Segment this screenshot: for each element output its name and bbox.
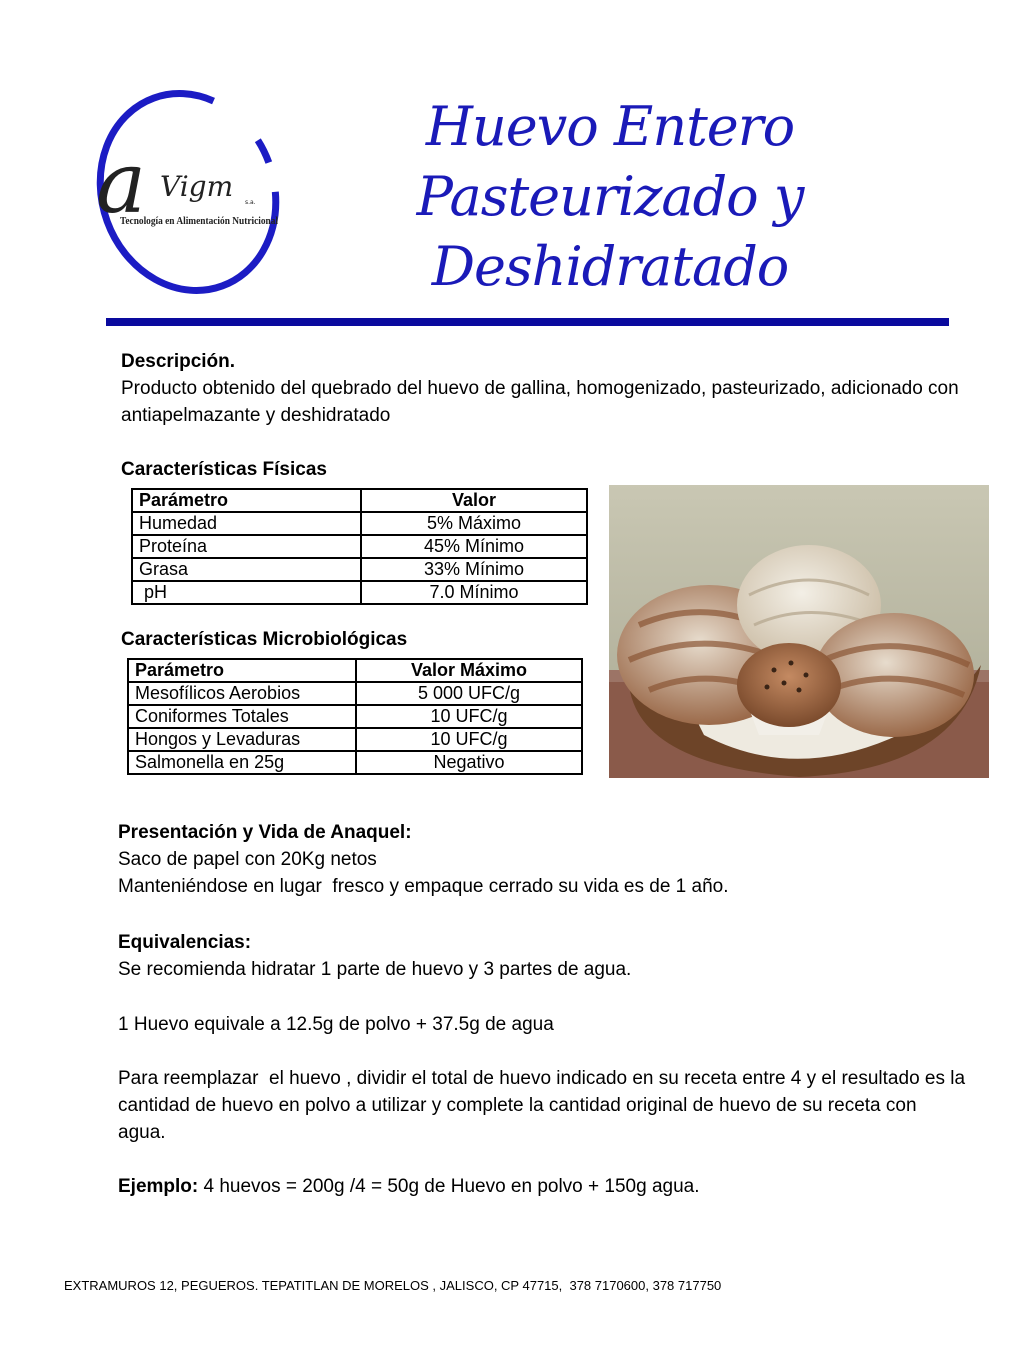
bread-basket-photo xyxy=(609,485,989,778)
title-line-1: Huevo Entero xyxy=(425,95,795,158)
description-section xyxy=(121,348,981,429)
cell-value: 33% Mínimo xyxy=(361,558,587,581)
equivalences-heading: Equivalencias: xyxy=(118,932,252,953)
title-line-3: Deshidratado xyxy=(431,235,789,298)
physical-heading: Características Físicas xyxy=(121,459,327,480)
cell-value: 5% Máximo xyxy=(361,512,587,535)
table-row xyxy=(132,558,587,581)
equivalences-line-1: Se recomienda hidratar 1 parte de huevo y 3 partes de agua. xyxy=(118,959,632,980)
header-parameter: Parámetro xyxy=(132,489,361,512)
physical-table xyxy=(131,488,588,605)
cell-parameter: Coniformes Totales xyxy=(128,705,356,728)
table-row xyxy=(128,682,582,705)
table-row xyxy=(128,751,582,774)
table-header-row xyxy=(132,489,587,512)
microbiological-table xyxy=(127,658,583,775)
cell-parameter: Hongos y Levaduras xyxy=(128,728,356,751)
logo-tagline: Tecnología en Alimentación Nutricional xyxy=(120,216,279,227)
cell-parameter: Proteína xyxy=(132,535,361,558)
cell-parameter: Grasa xyxy=(132,558,361,581)
table-row xyxy=(128,728,582,751)
cell-parameter: Humedad xyxy=(132,512,361,535)
cell-value: 5 000 UFC/g xyxy=(356,682,582,705)
presentation-line-2: Manteniéndose en lugar fresco y empaque cerrado su vida es de 1 año. xyxy=(118,876,729,897)
cell-parameter: pH xyxy=(132,581,361,604)
table-row xyxy=(132,581,587,604)
page-title xyxy=(330,92,890,302)
cell-value: 10 UFC/g xyxy=(356,705,582,728)
table-row xyxy=(128,705,582,728)
equivalences-section xyxy=(118,929,988,983)
header-value: Valor xyxy=(361,489,587,512)
footer-address: EXTRAMUROS 12, PEGUEROS. TEPATITLAN DE MORELOS , JALISCO, CP 47715, 378 7170600, 378 717750 xyxy=(64,1278,722,1293)
cell-value: Negativo xyxy=(356,751,582,774)
cell-parameter: Mesofílicos Aerobios xyxy=(128,682,356,705)
description-text: Producto obtenido del quebrado del huevo de gallina, homogenizado, pasteurizado, adicionado con antiapelmazante y deshidratado xyxy=(121,378,959,426)
presentation-heading: Presentación y Vida de Anaquel: xyxy=(118,822,412,843)
presentation-section xyxy=(118,819,988,900)
title-line-2: Pasteurizado y xyxy=(416,165,804,228)
logo-letter: a xyxy=(96,134,147,232)
header-value: Valor Máximo xyxy=(356,659,582,682)
example-text: 4 huevos = 200g /4 = 50g de Huevo en polvo + 150g agua. xyxy=(198,1176,700,1197)
description-heading: Descripción. xyxy=(121,351,236,372)
cell-value: 10 UFC/g xyxy=(356,728,582,751)
header-parameter: Parámetro xyxy=(128,659,356,682)
table-header-row xyxy=(128,659,582,682)
logo-suffix: s.a. xyxy=(245,199,256,206)
table-row xyxy=(132,535,587,558)
cell-value: 45% Mínimo xyxy=(361,535,587,558)
table-row xyxy=(132,512,587,535)
replace-instructions: Para reemplazar el huevo , dividir el total de huevo indicado en su receta entre 4 y el resultado es la cantidad de huevo en polvo a utilizar y complete la cantidad original de huevo de su receta con agua. xyxy=(118,1068,971,1143)
microbiological-heading: Características Microbiológicas xyxy=(121,629,408,650)
example-label: Ejemplo: xyxy=(118,1176,199,1197)
equivalences-line-2: 1 Huevo equivale a 12.5g de polvo + 37.5g de agua xyxy=(118,1014,554,1035)
presentation-line-1: Saco de papel con 20Kg netos xyxy=(118,849,377,870)
cell-parameter: Salmonella en 25g xyxy=(128,751,356,774)
logo-name: Vigm xyxy=(160,170,234,203)
cell-value: 7.0 Mínimo xyxy=(361,581,587,604)
title-divider xyxy=(106,318,949,326)
company-logo xyxy=(88,80,288,295)
example-line xyxy=(118,1173,988,1200)
